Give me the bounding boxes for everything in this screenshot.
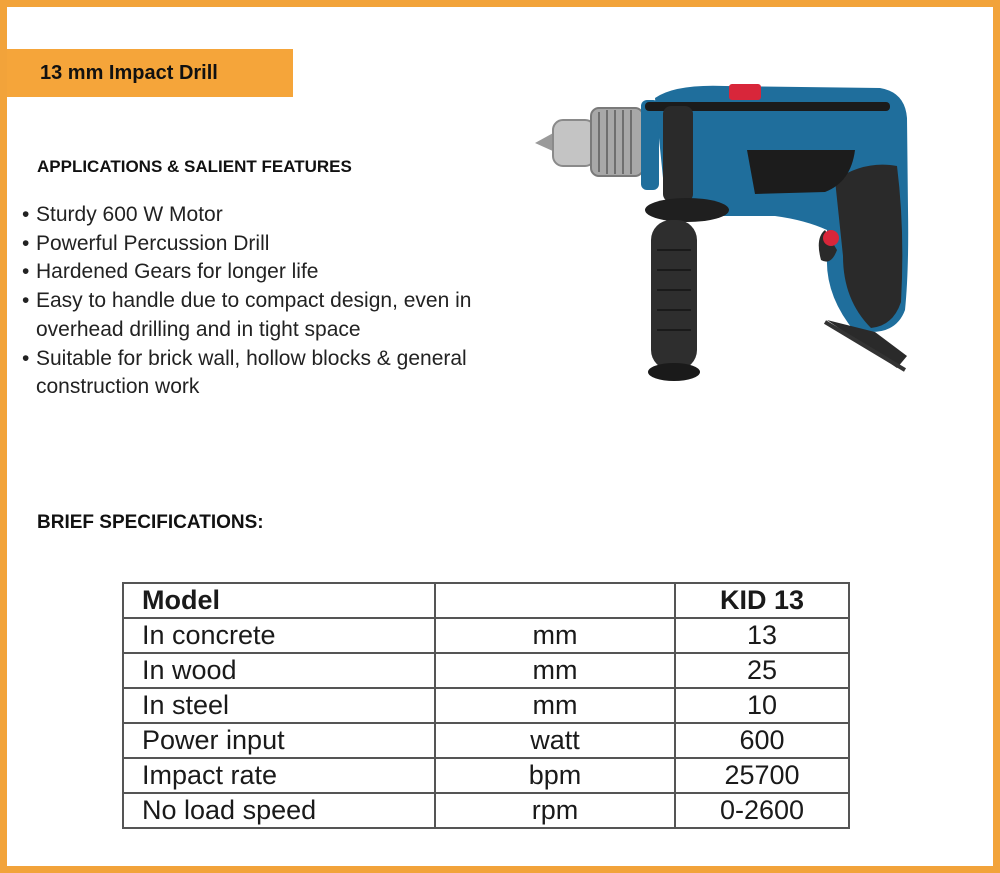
- table-row: [123, 758, 849, 793]
- feature-text: Powerful Percussion Drill: [36, 231, 270, 255]
- bullet-icon: •: [22, 260, 30, 284]
- spec-unit-cell: mm: [435, 653, 675, 688]
- feature-item: [20, 287, 550, 344]
- feature-item: [20, 345, 550, 402]
- spec-value-cell: 600: [675, 723, 849, 758]
- table-row: [123, 688, 849, 723]
- spec-name-cell: In wood: [123, 653, 435, 688]
- header-cell: KID 13: [675, 583, 849, 618]
- bullet-icon: •: [22, 231, 30, 255]
- spec-value-cell: 0-2600: [675, 793, 849, 828]
- feature-text: Hardened Gears for longer life: [36, 260, 319, 284]
- features-list: [20, 201, 550, 402]
- header-cell: [435, 583, 675, 618]
- title-banner: [7, 49, 293, 97]
- spec-value-cell: 10: [675, 688, 849, 723]
- features-heading: APPLICATIONS & SALIENT FEATURES: [37, 157, 352, 176]
- table-row: [123, 653, 849, 688]
- feature-text-continued: overhead drilling and in tight space: [36, 317, 361, 341]
- spec-unit-cell: bpm: [435, 758, 675, 793]
- spec-unit-cell: watt: [435, 723, 675, 758]
- spec-unit-cell: rpm: [435, 793, 675, 828]
- spec-name-cell: In concrete: [123, 618, 435, 653]
- feature-text: Sturdy 600 W Motor: [36, 203, 223, 226]
- specs-heading: BRIEF SPECIFICATIONS:: [37, 512, 264, 533]
- spec-value-cell: 25700: [675, 758, 849, 793]
- feature-text-continued: construction work: [36, 375, 200, 399]
- table-row: [123, 723, 849, 758]
- spec-value-cell: 13: [675, 618, 849, 653]
- header-cell: Model: [123, 583, 435, 618]
- spec-unit-cell: mm: [435, 688, 675, 723]
- spec-name-cell: No load speed: [123, 793, 435, 828]
- table-row: [123, 618, 849, 653]
- impact-drill-image: [525, 70, 925, 390]
- spec-name-cell: Impact rate: [123, 758, 435, 793]
- table-row: [123, 793, 849, 828]
- feature-text: Easy to handle due to compact design, even in: [36, 289, 472, 313]
- bullet-icon: •: [22, 203, 30, 226]
- spec-unit-cell: mm: [435, 618, 675, 653]
- table-header-row: [123, 583, 849, 618]
- feature-text: Suitable for brick wall, hollow blocks & general: [36, 346, 467, 370]
- bullet-icon: •: [22, 289, 30, 313]
- feature-item: [20, 258, 550, 287]
- page-title: 13 mm Impact Drill: [40, 61, 218, 84]
- feature-item: [20, 230, 550, 259]
- spec-value-cell: 25: [675, 653, 849, 688]
- spec-name-cell: In steel: [123, 688, 435, 723]
- bullet-icon: •: [22, 346, 30, 370]
- spec-name-cell: Power input: [123, 723, 435, 758]
- spec-table: [122, 582, 850, 829]
- feature-item: [20, 201, 550, 230]
